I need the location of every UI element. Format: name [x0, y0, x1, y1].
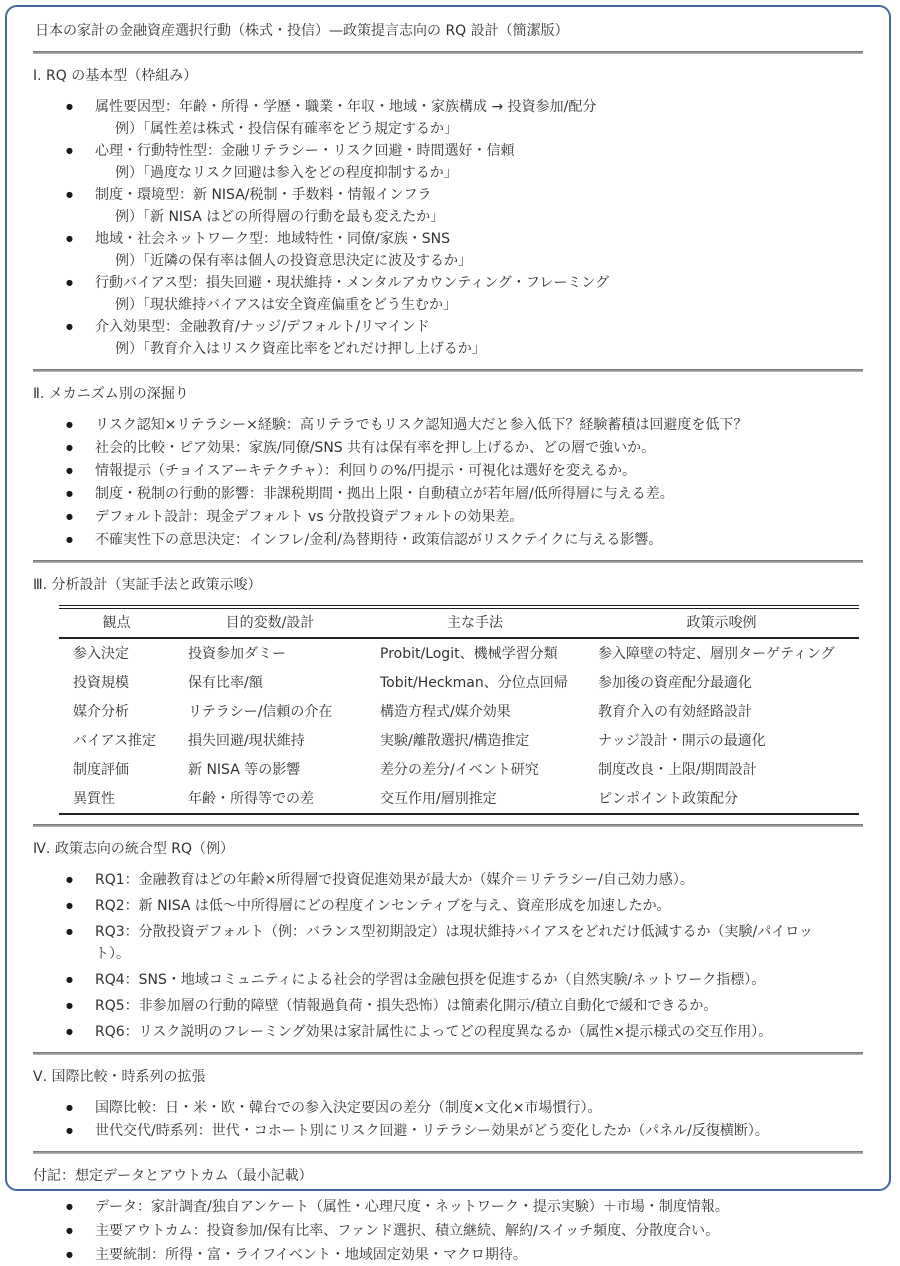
- bullet-list: [65, 414, 863, 551]
- item-example: 例）「近隣の保有率は個人の投資意思決定に波及するか」: [115, 253, 472, 269]
- list-item: ● RQ4：SNS・地域コミュニティによる社会的学習は金融包摂を促進するか（自然実験/ネットワーク指標）。: [65, 969, 815, 991]
- section-heading: 付記：想定データとアウトカム（最小記載）: [33, 1168, 313, 1184]
- section-divider: [33, 560, 863, 563]
- section-heading: Ⅲ. 分析設計（実証手法と政策示唆）: [33, 577, 262, 593]
- item-example: 例）「教育介入はリスク資産比率をどれだけ押し上げるか」: [115, 341, 486, 357]
- table-row: [59, 755, 859, 784]
- table-header-row: [59, 607, 859, 638]
- bullet-list: [65, 1097, 863, 1142]
- table-cell: 媒介分析: [73, 704, 129, 720]
- table-cell: ピンポイント政策配分: [598, 791, 738, 807]
- item-example: 例）「過度なリスク回避は参入をどの程度抑制するか」: [115, 165, 458, 181]
- bullet-list: [65, 869, 863, 1043]
- section-analysis-design: [33, 574, 863, 815]
- table-cell: 教育介入の有効経路設計: [598, 704, 752, 720]
- item-text: ● 属性要因型：年齢・所得・学歴・職業・年収・地域・家族構成 → 投資参加/配分: [95, 99, 597, 115]
- table-cell: リテラシー/信頼の介在: [188, 704, 333, 720]
- list-item: ● RQ5：非参加層の行動的障壁（情報過負荷・損失恐怖）は簡素化開示/積立自動化で緩和できるか。: [65, 995, 815, 1017]
- table-row: [59, 726, 859, 755]
- table-cell: 異質性: [73, 791, 115, 807]
- table-row: [59, 784, 859, 814]
- list-item: ● 制度・税制の行動的影響：非課税期間・拠出上限・自動積立が若年層/低所得層に与える差。: [65, 483, 863, 505]
- section-international-timeseries: [33, 1066, 863, 1142]
- item-text: ● 制度・環境型：新 NISA/税制・手数料・情報インフラ: [95, 187, 432, 203]
- list-item: ● 主要アウトカム：投資参加/保有比率、ファンド選択、積立継続、解約/スイッチ頻度、分散度合い。: [65, 1220, 863, 1242]
- list-item: ● 不確実性下の意思決定：インフレ/金利/為替期待・政策信認がリスクテイクに与える影響。: [65, 529, 863, 551]
- table-cell: 損失回避/現状維持: [188, 733, 305, 749]
- list-item: ● 社会的比較・ピア効果：家族/同僚/SNS 共有は保有率を押し上げるか、どの層で強いか。: [65, 437, 863, 459]
- section-rq-basic-types: [33, 65, 863, 360]
- table-cell: 差分の差分/イベント研究: [380, 762, 539, 778]
- table-cell: Tobit/Heckman、分位点回帰: [380, 675, 568, 691]
- list-item: [65, 184, 863, 228]
- list-item: [65, 272, 863, 316]
- list-item: [65, 228, 863, 272]
- section-appendix-data-outcomes: [33, 1165, 863, 1266]
- table-cell: 実験/離散選択/構造推定: [380, 733, 530, 749]
- table-cell: 参入決定: [73, 646, 129, 662]
- section-divider: [33, 824, 863, 827]
- table-header-cell: 政策示唆例: [584, 607, 859, 638]
- list-item: [65, 316, 863, 360]
- list-item: ● デフォルト設計：現金デフォルト vs 分散投資デフォルトの効果差。: [65, 506, 863, 528]
- section-divider: [33, 51, 863, 54]
- table-cell: 投資規模: [73, 675, 129, 691]
- section-divider: [33, 369, 863, 372]
- item-text: ● 地域・社会ネットワーク型：地域特性・同僚/家族・SNS: [95, 231, 450, 247]
- table-cell: 新 NISA 等の影響: [188, 762, 301, 778]
- table-cell: 交互作用/層別推定: [380, 791, 497, 807]
- table-cell: 制度評価: [73, 762, 129, 778]
- list-item: ● 国際比較：日・米・欧・韓台での参入決定要因の差分（制度×文化×市場慣行）。: [65, 1097, 863, 1119]
- section-heading: Ⅳ. 政策志向の統合型 RQ（例）: [33, 841, 235, 857]
- section-divider: [33, 1151, 863, 1154]
- list-item: ● 主要統制：所得・富・ライフイベント・地域固定効果・マクロ期待。: [65, 1244, 863, 1266]
- list-item: ● RQ2：新 NISA は低〜中所得層にどの程度インセンティブを与え、資産形成を加速したか。: [65, 895, 815, 917]
- table-header-cell: 観点: [59, 607, 174, 638]
- bullet-list: [65, 1196, 863, 1266]
- section-divider: [33, 1052, 863, 1055]
- list-item: ● RQ6：リスク説明のフレーミング効果は家計属性によってどの程度異なるか（属性×提示様式の交互作用）。: [65, 1021, 815, 1043]
- item-text: ● 心理・行動特性型：金融リテラシー・リスク回避・時間選好・信頼: [95, 143, 515, 159]
- item-text: ● 行動バイアス型：損失回避・現状維持・メンタルアカウンティング・フレーミング: [95, 275, 610, 291]
- table-header-cell: 主な手法: [366, 607, 584, 638]
- table-header-cell: 目的変数/設計: [174, 607, 366, 638]
- analysis-table: [59, 605, 859, 815]
- list-item: ● 情報提示（チョイスアーキテクチャ）：利回りの%/円提示・可視化は選好を変えるか。: [65, 460, 863, 482]
- table-cell: 構造方程式/媒介効果: [380, 704, 511, 720]
- table-cell: 年齢・所得等での差: [188, 791, 314, 807]
- item-example: 例）「新 NISA はどの所得層の行動を最も変えたか」: [115, 209, 445, 225]
- table-cell: 保有比率/額: [188, 675, 263, 691]
- list-item: ● RQ3：分散投資デフォルト（例：バランス型初期設定）は現状維持バイアスをどれだけ低減するか（実験/パイロット）。: [65, 921, 815, 965]
- item-example: 例）「属性差は株式・投信保有確率をどう規定するか」: [115, 121, 458, 137]
- list-item: [65, 140, 863, 184]
- item-text: ● 介入効果型：金融教育/ナッジ/デフォルト/リマインド: [95, 319, 430, 335]
- table-row: [59, 697, 859, 726]
- table-row: [59, 638, 859, 668]
- document-title: 日本の家計の金融資産選択行動（株式・投信）—政策提言志向の RQ 設計（簡潔版）: [35, 23, 569, 39]
- list-item: ● 世代交代/時系列：世代・コホート別にリスク回避・リテラシー効果がどう変化したか（パネル/反復横断）。: [65, 1120, 863, 1142]
- table-cell: 投資参加ダミー: [188, 646, 286, 662]
- section-heading: Ⅱ. メカニズム別の深掘り: [33, 386, 189, 402]
- list-item: ● データ：家計調査/独自アンケート（属性・心理尺度・ネットワーク・提示実験）＋市場・制度情報。: [65, 1196, 863, 1218]
- table-cell: バイアス推定: [73, 733, 157, 749]
- list-item: ● リスク認知×リテラシー×経験：高リテラでもリスク認知過大だと参入低下？経験蓄積は回避度を低下？: [65, 414, 863, 436]
- section-mechanisms: [33, 383, 863, 551]
- list-item: ● RQ1：金融教育はどの年齢×所得層で投資促進効果が最大か（媒介＝リテラシー/自己効力感）。: [65, 869, 815, 891]
- table-cell: 参加後の資産配分最適化: [598, 675, 752, 691]
- section-heading: Ⅰ. RQ の基本型（枠組み）: [33, 68, 198, 84]
- item-example: 例）「現状維持バイアスは安全資産偏重をどう生むか」: [115, 297, 458, 313]
- table-cell: Probit/Logit、機械学習分類: [380, 646, 558, 662]
- section-heading: Ⅴ. 国際比較・時系列の拡張: [33, 1069, 206, 1085]
- section-integrated-rq: [33, 838, 863, 1043]
- document-frame: [5, 5, 891, 1263]
- table-cell: 参入障壁の特定、層別ターゲティング: [598, 646, 835, 662]
- list-item: [65, 96, 863, 140]
- bullet-list: [65, 96, 863, 360]
- table-row: [59, 668, 859, 697]
- table-cell: ナッジ設計・開示の最適化: [598, 733, 766, 749]
- table-cell: 制度改良・上限/期間設計: [598, 762, 757, 778]
